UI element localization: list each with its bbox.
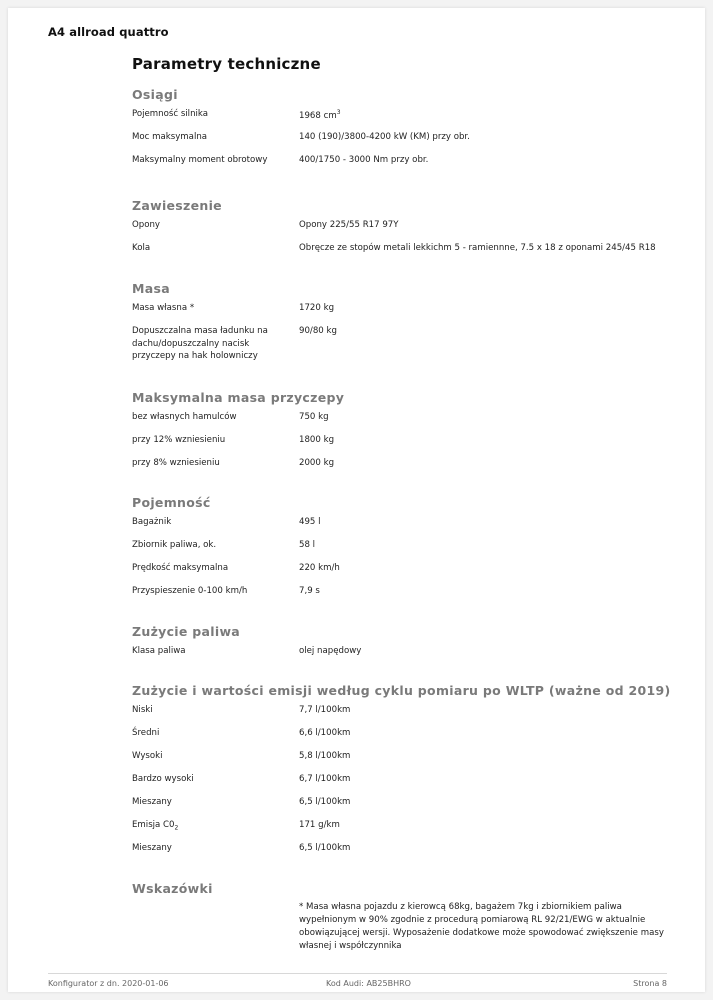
- spec-row: [132, 154, 672, 177]
- section-heading: Maksymalna masa przyczepy: [132, 390, 345, 405]
- spec-label: Pojemność silnika: [132, 109, 208, 119]
- spec-value-text: 1968 cm: [299, 111, 337, 121]
- spec-row: [132, 704, 672, 727]
- spec-row: [132, 219, 672, 242]
- spec-row: [132, 773, 672, 796]
- spec-label: Niski: [132, 705, 153, 715]
- spec-label-text: Emisja C0: [132, 820, 175, 830]
- spec-label: Bagażnik: [132, 517, 172, 527]
- spec-value: 5,8 l/100km: [299, 751, 351, 761]
- subscript: 2: [174, 824, 179, 832]
- spec-row: [132, 727, 672, 750]
- spec-value: 171 g/km: [299, 820, 340, 830]
- section-wltp: [132, 683, 672, 881]
- section-heading: Wskazówki: [132, 881, 213, 896]
- superscript: 3: [336, 109, 341, 117]
- spec-label: Wysoki: [132, 751, 163, 761]
- spec-row: [132, 645, 672, 668]
- model-name: A4 allroad quattro: [48, 25, 169, 39]
- section-heading: Zużycie paliwa: [132, 624, 241, 639]
- spec-row: [132, 302, 672, 325]
- spec-label: Moc maksymalna: [132, 132, 208, 142]
- spec-row: [132, 539, 672, 562]
- section-heading: Masa: [132, 281, 170, 296]
- spec-label: Mieszany: [132, 843, 172, 853]
- note-row: [132, 901, 672, 953]
- spec-value: 220 km/h: [299, 563, 340, 573]
- section-weight: [132, 281, 672, 390]
- page-title: Parametry techniczne: [132, 55, 321, 73]
- spec-label: Przyspieszenie 0-100 km/h: [132, 586, 248, 596]
- spec-row: [132, 434, 672, 457]
- spec-value: 750 kg: [299, 412, 329, 422]
- spec-label: przy 8% wzniesieniu: [132, 458, 220, 468]
- spec-label: Prędkość maksymalna: [132, 563, 229, 573]
- spec-value: Opony 225/55 R17 97Y: [299, 220, 399, 230]
- spec-content: [132, 87, 672, 953]
- spec-label: Bardzo wysoki: [132, 774, 194, 784]
- spec-value: 6,6 l/100km: [299, 728, 351, 738]
- section-heading: Zużycie i wartości emisji według cyklu pomiaru po WLTP (ważne od 2019): [132, 683, 671, 698]
- note-text: * Masa własna pojazdu z kierowcą 68kg, bagażem 7kg i zbiornikiem paliwa wypełnionym w 90% zgodnie z procedurą pomiarową RL 92/21/EWG w aktualnie obowiązującej wersji. Wyposażenie dodatkowe może spowodować zwiększenie masy własnej i współczynnika: [299, 902, 664, 951]
- footer-page-number: Strona 8: [633, 979, 667, 988]
- spec-row: [132, 242, 672, 265]
- spec-row: [132, 842, 672, 865]
- spec-value: 58 l: [299, 540, 316, 550]
- spec-value: 7,9 s: [299, 586, 320, 596]
- footer-config-date: Konfigurator z dn. 2020-01-06: [48, 979, 169, 988]
- section-fuel-consumption: [132, 624, 672, 683]
- footer-audi-code: Kod Audi: AB25BHRO: [326, 979, 411, 988]
- section-heading: Zawieszenie: [132, 198, 222, 213]
- section-performance: [132, 87, 672, 198]
- spec-value: 495 l: [299, 517, 321, 527]
- spec-row: [132, 585, 672, 608]
- spec-value: olej napędowy: [299, 646, 362, 656]
- section-capacity: [132, 495, 672, 624]
- footer-divider: [48, 973, 667, 974]
- spec-row: [132, 750, 672, 773]
- spec-row: [132, 131, 672, 154]
- spec-label: [132, 819, 299, 842]
- spec-label: Opony: [132, 220, 161, 230]
- spec-label: Mieszany: [132, 797, 172, 807]
- spec-row: [132, 108, 672, 131]
- spec-row: [132, 819, 672, 842]
- spec-label: Klasa paliwa: [132, 646, 186, 656]
- spec-value: 7,7 l/100km: [299, 705, 351, 715]
- spec-value: 90/80 kg: [299, 326, 337, 336]
- section-trailer-weight: [132, 390, 672, 495]
- spec-value: 1800 kg: [299, 435, 335, 445]
- spec-row: [132, 325, 672, 363]
- section-heading: Osiągi: [132, 87, 178, 102]
- spec-label: bez własnych hamulców: [132, 412, 237, 422]
- spec-label: Maksymalny moment obrotowy: [132, 155, 268, 165]
- section-suspension: [132, 198, 672, 281]
- spec-value: 6,5 l/100km: [299, 843, 351, 853]
- section-heading: Pojemność: [132, 495, 211, 510]
- spec-value: 400/1750 - 3000 Nm przy obr.: [299, 155, 429, 165]
- spec-label: Średni: [132, 728, 160, 738]
- spec-value: 6,7 l/100km: [299, 774, 351, 784]
- spec-row: [132, 411, 672, 434]
- spec-value: 2000 kg: [299, 458, 335, 468]
- spec-row: [132, 516, 672, 539]
- note-spacer: [132, 901, 299, 953]
- spec-label: przy 12% wzniesieniu: [132, 435, 226, 445]
- spec-row: [132, 457, 672, 480]
- spec-label: Zbiornik paliwa, ok.: [132, 540, 217, 550]
- spec-label: Masa własna *: [132, 303, 195, 313]
- spec-value: 6,5 l/100km: [299, 797, 351, 807]
- spec-label: Dopuszczalna masa ładunku na dachu/dopuszczalny nacisk przyczepy na hak holowniczy: [132, 326, 268, 361]
- spec-value: 140 (190)/3800-4200 kW (KM) przy obr.: [299, 132, 470, 142]
- spec-value: Obręcze ze stopów metali lekkichm 5 - ramiennne, 7.5 x 18 z oponami 245/45 R18: [299, 243, 656, 253]
- spec-value: 1720 kg: [299, 303, 335, 313]
- spec-value: [299, 108, 672, 131]
- spec-label: Kola: [132, 243, 151, 253]
- section-notes: [132, 881, 672, 953]
- spec-row: [132, 796, 672, 819]
- spec-row: [132, 562, 672, 585]
